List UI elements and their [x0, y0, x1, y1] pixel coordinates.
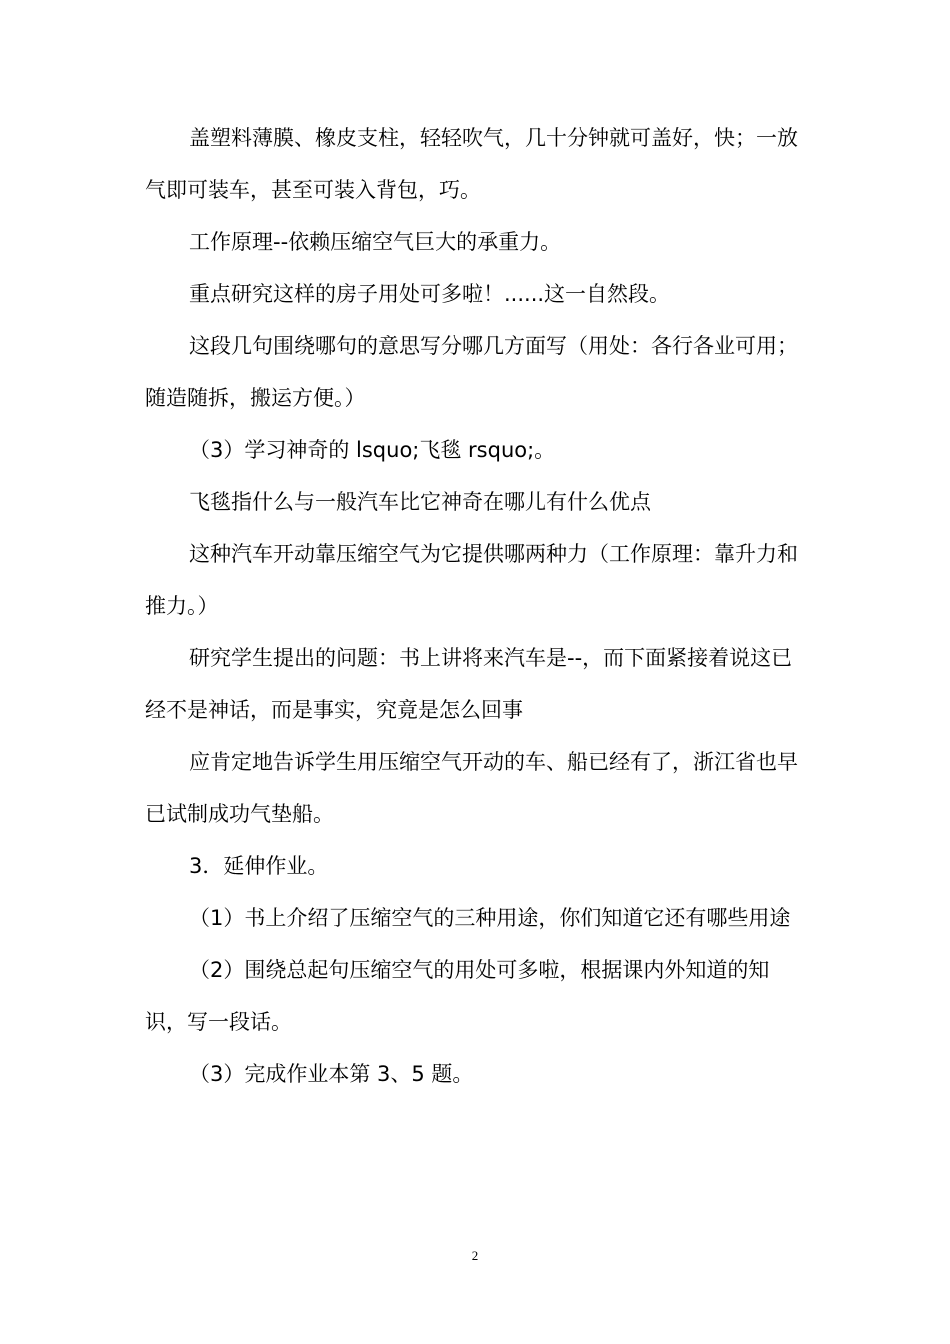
body-text — [145, 112, 810, 1100]
paragraph: （3）学习神奇的 lsquo;飞毯 rsquo;。 — [189, 438, 556, 462]
section-heading: 3．延伸作业。 — [189, 854, 329, 878]
paragraph: 应肯定地告诉学生用压缩空气开动的车、船已经有了，浙江省也早已试制成功气垫船。 — [145, 750, 798, 826]
paragraph: 工作原理--依赖压缩空气巨大的承重力。 — [189, 230, 562, 254]
paragraph: 这种汽车开动靠压缩空气为它提供哪两种力（工作原理：靠升力和推力。） — [145, 542, 798, 618]
paragraph: 这段几句围绕哪句的意思写分哪几方面写（用处：各行各业可用；随造随拆，搬运方便。） — [145, 334, 798, 410]
paragraph: 盖塑料薄膜、橡皮支柱，轻轻吹气，几十分钟就可盖好，快；一放气即可装车，甚至可装入背包，巧。 — [145, 126, 798, 202]
paragraph: （1）书上介绍了压缩空气的三种用途，你们知道它还有哪些用途 — [189, 906, 791, 930]
paragraph: 飞毯指什么与一般汽车比它神奇在哪儿有什么优点 — [189, 490, 651, 514]
paragraph: （3）完成作业本第 3、5 题。 — [189, 1062, 474, 1086]
paragraph: 重点研究这样的房子用处可多啦！......这一自然段。 — [189, 282, 671, 306]
page-number: 2 — [471, 1248, 479, 1263]
paragraph: 研究学生提出的问题：书上讲将来汽车是--，而下面紧接着说这已经不是神话，而是事实，究竟是怎么回事 — [145, 646, 793, 722]
paragraph: （2）围绕总起句压缩空气的用处可多啦，根据课内外知道的知识，写一段话。 — [145, 958, 770, 1034]
